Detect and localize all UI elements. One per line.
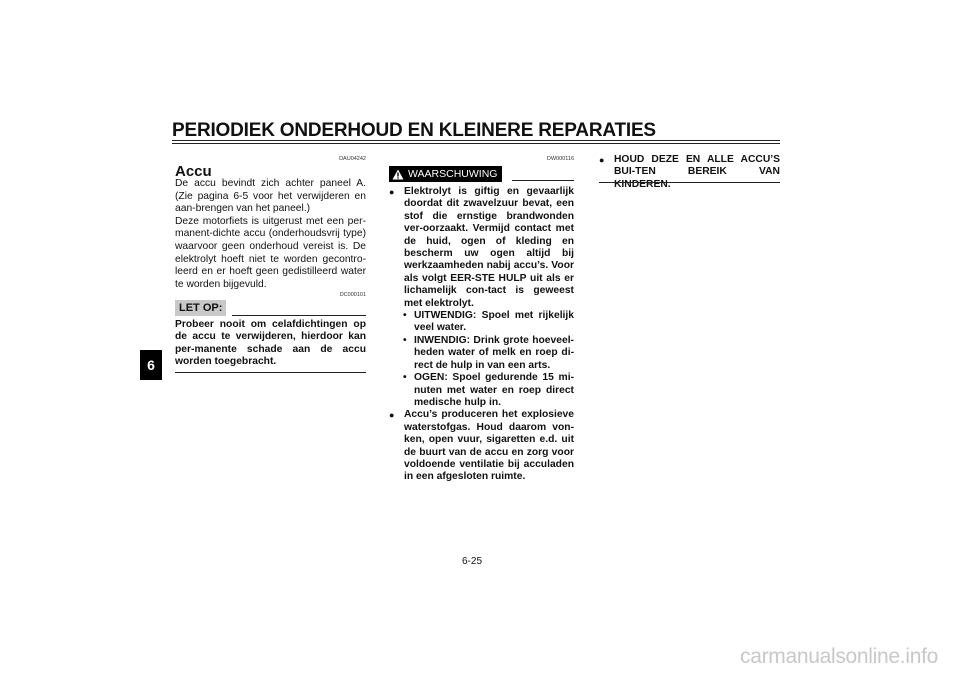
list-item-text: HOUD DEZE EN ALLE ACCU’S BUI-TEN BEREIK VAN KINDEREN. xyxy=(614,154,780,190)
warning-label xyxy=(389,166,502,182)
page-number: 6-25 xyxy=(462,556,483,567)
warning-content xyxy=(389,186,574,484)
sub-list-item xyxy=(403,335,574,372)
paragraph: De accu bevindt zich achter paneel A. (Zie pagina 6-5 voor het verwijderen en aan-brengen van het paneel.) xyxy=(175,178,366,215)
notice-label-rule xyxy=(232,315,366,316)
notice-end-rule xyxy=(175,372,366,373)
bullet-icon: ● xyxy=(599,155,605,165)
title-rule-top xyxy=(172,140,780,141)
page-title: PERIODIEK ONDERHOUD EN KLEINERE REPARATIES xyxy=(172,120,656,141)
sub-list-item-text: OGEN: Spoel gedurende 15 mi-nuten met water en roep direct medische hulp in. xyxy=(414,372,574,408)
section-heading: Accu xyxy=(175,163,212,180)
list-item-text: Elektrolyt is giftig en gevaarlijk doordat dit zwavelzuur bevat, een stof die ernstige brandwonden ver-oorzaakt. Vermijd contact met de huid, ogen of kleding en bescherm uw ogen altijd bij werkzaamheden nabij accu’s. Voor als volgt EER-STE HULP uit als er lichamelijk con-tact is geweest met elektrolyt. xyxy=(404,186,574,309)
list-item xyxy=(389,186,574,310)
sub-list-item-text: INWENDIG: Drink grote hoeveel-heden water of melk en roep di-rect de hulp in van een arts. xyxy=(414,334,574,371)
bullet-icon: ● xyxy=(389,187,395,197)
warning-end-rule xyxy=(599,182,780,183)
notice-text: Probeer nooit om celafdichtingen op de accu te verwijderen, hierdoor kan per-manente schade aan de accu worden toegebracht. xyxy=(175,319,366,368)
sub-list-item xyxy=(403,372,574,409)
list-item-text: Accu’s produceren het explosieve waterstofgas. Houd daarom von-ken, open vuur, sigaretten e.d. uit de buurt van de accu en zorg voor voldoende ventilatie bij acculaden in een afgesloten ruimte. xyxy=(404,409,574,483)
warning-continued xyxy=(599,154,780,191)
sub-bullet-icon: • xyxy=(403,334,407,346)
warning-label-text: WAARSCHUWING xyxy=(408,168,498,180)
notice-label: LET OP: xyxy=(175,300,226,316)
warning-code: DW000116 xyxy=(546,156,574,162)
sub-bullet-icon: • xyxy=(403,372,407,384)
sub-bullet-icon: • xyxy=(403,310,407,322)
warning-label-rule xyxy=(512,180,574,181)
notice-code: DC000101 xyxy=(339,292,366,298)
list-item xyxy=(389,409,574,483)
chapter-tab: 6 xyxy=(140,350,162,380)
warning-triangle-icon xyxy=(392,169,404,180)
sub-list-item xyxy=(403,310,574,335)
paragraph: Deze motorfiets is uitgerust met een per-manent-dichte accu (onderhoudsvrij type) waarvoor geen onderhoud vereist is. De elektrolyt hoeft niet te worden gecontro-leerd en er hoeft geen gedistilleerd water te worden bijgevuld. xyxy=(175,215,366,290)
sub-list-item-text: UITWENDIG: Spoel met rijkelijk veel water. xyxy=(414,310,574,334)
list-item xyxy=(599,154,780,191)
watermark: carmanualsonline.info xyxy=(740,645,938,668)
section-code: DAU04242 xyxy=(339,156,366,162)
section-body xyxy=(175,178,366,291)
bullet-icon: ● xyxy=(389,410,395,421)
title-rule-bottom xyxy=(172,143,780,144)
